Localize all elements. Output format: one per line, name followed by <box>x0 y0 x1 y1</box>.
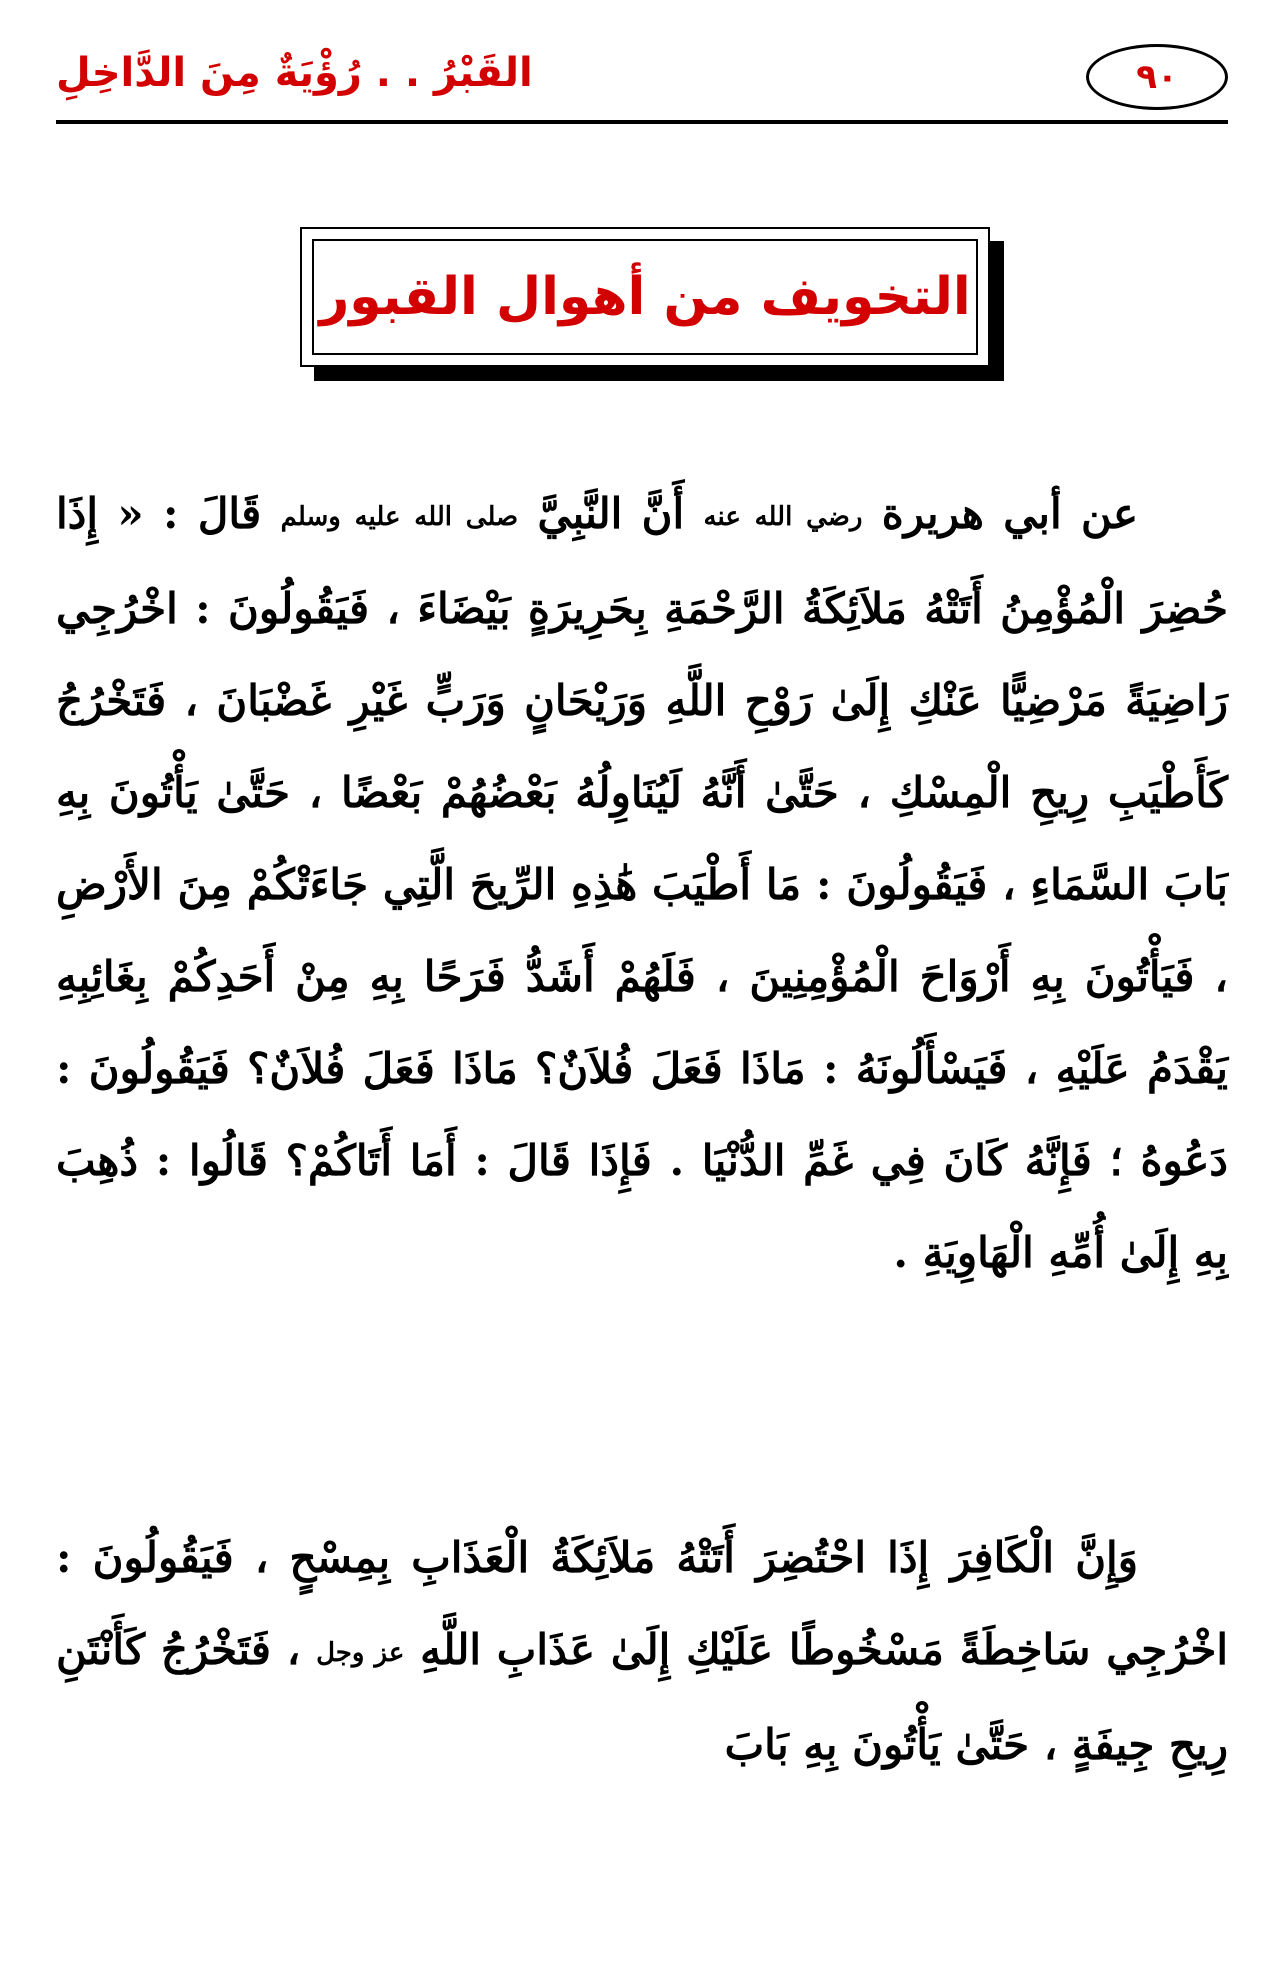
header-rule <box>56 120 1228 124</box>
page-number: ٩٠ <box>1136 57 1178 97</box>
hadith-intro: عن أبي هريرة <box>881 489 1139 538</box>
honorific-glyph: عز وجل <box>316 1638 405 1668</box>
hadith-text: قَالَ : « إِذَا حُضِرَ الْمُؤْمِنُ أَتَتْهُ مَلاَئِكَةُ الرَّحْمَةِ بِحَرِيرَةٍ بَيْضَاءَ ، فَيَقُولُونَ : اخْرُجِي رَاضِيَةً مَرْضِيًّا عَنْكِ إِلَىٰ رَوْحِ اللَّهِ وَرَيْحَانٍ وَرَبٍّ غَيْرِ غَضْبَانَ ، فَتَخْرُجُ كَأَطْيَبِ رِيحِ الْمِسْكِ ، حَتَّىٰ أَنَّهُ لَيُنَاوِلُهُ بَعْضُهُمْ بَعْضًا ، حَتَّىٰ يَأْتُونَ بِهِ بَابَ السَّمَاءِ ، فَيَقُولُونَ : مَا أَطْيَبَ هَٰذِهِ الرِّيحَ الَّتِي جَاءَتْكُمْ مِنَ الأَرْضِ ، فَيَأْتُونَ بِهِ أَرْوَاحَ الْمُؤْمِنِينَ ، فَلَهُمْ أَشَدُّ فَرَحًا بِهِ مِنْ أَحَدِكُمْ بِغَائِبِهِ يَقْدَمُ عَلَيْهِ ، فَيَسْأَلُونَهُ : مَاذَا فَعَلَ فُلاَنٌ؟ مَاذَا فَعَلَ فُلاَنٌ؟ فَيَقُولُونَ : دَعُوهُ ؛ فَإِنَّهُ كَانَ فِي غَمِّ الدُّنْيَا . فَإِذَا قَالَ : أَمَا أَتَاكُمْ؟ قَالُوا : ذُهِبَ بِهِ إِلَىٰ أُمِّهِ الْهَاوِيَةِ . <box>56 489 1228 1277</box>
section-heading: التخويف من أهوال القبور <box>319 267 971 327</box>
page-number-oval <box>1086 44 1228 110</box>
paragraph-1 <box>56 468 1228 1299</box>
honorific-glyph: صلى الله عليه وسلم <box>280 502 519 532</box>
section-heading-frame <box>312 239 978 355</box>
running-header <box>56 44 1228 124</box>
hadith-text-2-tail: ، فَتَخْرُجُ كَأَنْتَنِ رِيحِ جِيفَةٍ ، حَتَّىٰ يَأْتُونَ بِهِ بَابَ <box>56 1625 1228 1769</box>
hadith-mid: أَنَّ النَّبِيَّ <box>537 489 685 538</box>
paragraph-2 <box>56 1512 1228 1791</box>
hadith-text-2: وَإِنَّ الْكَافِرَ إِذَا احْتُضِرَ أَتَتْهُ مَلاَئِكَةُ الْعَذَابِ بِمِسْحٍ ، فَيَقُولُونَ : اخْرُجِي سَاخِطَةً مَسْخُوطًا عَلَيْكِ إِلَىٰ عَذَابِ اللَّهِ <box>56 1533 1229 1674</box>
running-title: القَبْرُ . . رُؤْيَةٌ مِنَ الدَّاخِلِ <box>56 50 533 96</box>
section-heading-box <box>300 227 990 367</box>
honorific-glyph: رضي الله عنه <box>703 502 863 532</box>
